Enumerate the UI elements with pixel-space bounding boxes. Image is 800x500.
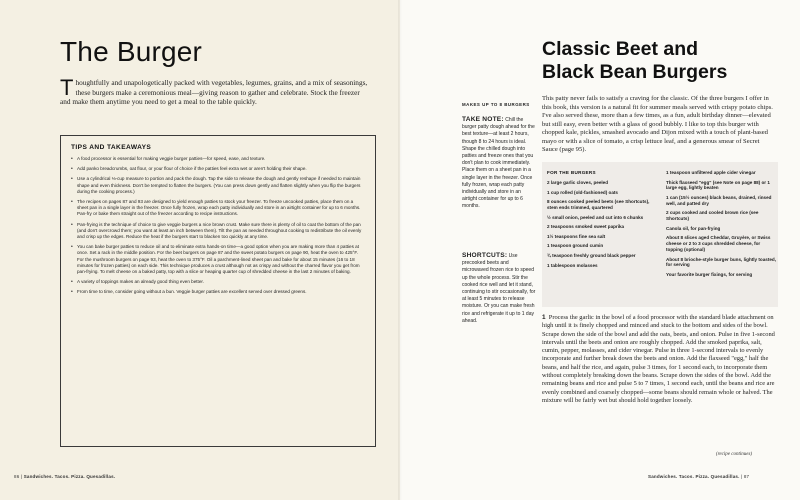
ingredients-box	[542, 162, 778, 307]
ingredient-item: About 8 slices aged Cheddar, Gruyère, or Swiss cheese or 2 to 3 cups shredded cheese, for topping (optional)	[666, 235, 771, 252]
step-number: 1	[542, 314, 546, 321]
tip-item: • A food processor is essential for making veggie burger patties—for speed, ease, and texture.	[71, 156, 365, 162]
ingredient-item: 1 teaspoon ground cumin	[547, 243, 604, 249]
tip-item: • Use a cylindrical ⅓-cup measure to portion and pack the dough. Tap the side to release the dough and gently reshape if needed to maintain shape and even thickness. Don't be tempted to flatten the burgers. (You can press down gently and flatten slightly when you flip the burgers during the cooking process.)	[71, 176, 365, 195]
ingredient-item: 2 large garlic cloves, peeled	[547, 180, 609, 185]
ingredient-item: About 8 brioche-style burger buns, lightly toasted, for serving	[666, 256, 777, 268]
tip-item: • The recipes on pages 87 and 93 are designed to yield enough patties to stock your freezer. To freeze uncooked patties, place them on a sheet pan in a single layer in the freezer. Once fully frozen, wrap each patty individually and store in an airtight container for up to 6 months. Pan-fry or bake them straight out of the freezer according to recipe instructions.	[71, 199, 365, 218]
chapter-intro	[60, 75, 372, 107]
book-gutter	[398, 0, 402, 500]
recipe-title-line1: Classic Beet and	[542, 38, 699, 60]
ingredient-item: 1½ teaspoons fine sea salt	[547, 233, 606, 239]
tip-item: • A variety of toppings makes an already good thing even better.	[71, 279, 365, 285]
ingredient-item: 1 can (15½ ounces) black beans, drained, rinsed well, and patted dry	[666, 194, 772, 206]
ingredient-item: Canola oil, for pan-frying	[666, 225, 721, 231]
ingredient-item: ¾ teaspoon freshly ground black pepper	[547, 252, 636, 258]
yield-label: MAKES UP TO 8 BURGERS	[462, 102, 530, 107]
shortcuts-note	[462, 252, 536, 325]
tip-item: • From time to time, consider going without a bun. Veggie burger patties are excellent served over dressed greens.	[71, 289, 365, 295]
recipe-title	[542, 38, 782, 84]
running-footer: Sandwiches. Tacos. Pizza. Quesadillas.	[648, 474, 740, 479]
take-note-text: Chill the burger patty dough ahead for the best texture—at least 2 hours, though 8 to 24 hours is ideal. Shape the chilled dough into patties and freeze ones that you don't plan to cook immediately. Place them on a sheet pan in a single layer in the freezer. Once fully frozen, wrap each patty individually and store in an airtight container for up to 6 months.	[462, 117, 535, 210]
shortcuts-text: Use precooked beets and microwaved frozen rice to speed up the whole process. Stir the cooked rice well and let it stand, continuing to stir occasionally, for at least 5 minutes to release moisture. Or you can make fresh rice and refrigerate it up to 1 day ahead.	[462, 253, 536, 324]
ingredient-item: ½ small onion, peeled and cut into 6 chunks	[547, 214, 644, 220]
tips-title: TIPS AND TAKEAWAYS	[71, 144, 152, 151]
intro-text: houghtfully and unapologetically packed with vegetables, legumes, grains, and a mix of seasonings, these burgers make a ceremonious meal—giving reason to gather and celebrate. Stock the freezer and make them anytime you need to get a meal to the table quickly.	[60, 78, 368, 107]
page-number: 86	[14, 474, 20, 479]
take-note	[462, 116, 536, 211]
ingredient-item: 8 ounces cooked peeled beets (see Shortcuts), stem ends trimmed, quartered	[547, 199, 650, 210]
recipe-intro: This patty never fails to satisfy a craving for the classic. Of the three burgers I offer in this book, this version is a natural fit for summer meals served with crispy potato chips. I've also served these, more than a few times, as a fun, adult birthday dinner—elevated but still easy, even better with a glass of good bubbly. I like to top this burger with chopped kale, pickles, smashed avocado and Dijon mixed with a touch of plant-based mayo or with a slice of tomato, a crisp lettuce leaf, and a generous smear of Secret Sauce (page 95).	[542, 95, 773, 153]
left-footer: 86 | Sandwiches. Tacos. Pizza. Quesadillas.	[14, 474, 116, 479]
take-note-label: TAKE NOTE:	[462, 116, 504, 123]
ingredient-item: Thick flaxseed "egg" (see Note on page 88) or 1 large egg, lightly beaten	[666, 179, 770, 191]
tip-item: • Pan-frying is the technique of choice to give veggie burgers a nice brown crust. Make sure there is plenty of oil to coat the bottom of the pan (and don't overcrowd them; you want at least an inch between them). Tilt the pan as needed throughout cooking to redistribute the oil evenly and crisp up the edges. Reduce the heat if the burgers start to blacken too quickly at any time.	[71, 222, 365, 241]
tips-list	[71, 156, 365, 296]
ingredient-item: 1 cup rolled (old-fashioned) oats	[547, 189, 618, 195]
method-step	[542, 314, 776, 405]
ingredient-item: 2 cups cooked and cooled brown rice (see Shortcuts)	[666, 210, 759, 222]
step-text: Process the garlic in the bowl of a food processor with the standard blade attachment on high until it is finely chopped and minced and stuck to the bottom and sides of the bowl. Scrape down the side of the bowl and add the oats, beets, and onion. Pulse in five 1-second intervals until the beets and onion are roughly chopped. Add the smoked paprika, salt, cumin, pepper, molasses, and cider vinegar. Pulse in three 1-second intervals to evenly incorporate and further break down the beets and onion. Add the flaxseed "egg," half the beans, and half the rice, and again, pulse 3 times, for 1 second each, to incorporate them without completely breaking down the beans. Scrape down the sides of the bowl. Add the remaining beans and rice and pulse 5 to 7 times, 1 second each, until the beans and rice are evenly combined and coarsely chopped—some beans should remain whole or halved. The mixture will be fairly wet but should hold together loosely.	[542, 314, 775, 404]
ingredients-column-1	[547, 170, 657, 272]
ingredient-item: 1 teaspoon unfiltered apple cider vinegar	[666, 170, 756, 175]
right-footer: Sandwiches. Tacos. Pizza. Quesadillas. | 87	[648, 474, 750, 479]
shortcuts-label: SHORTCUTS:	[462, 252, 508, 259]
tip-item: • Add panko breadcrumbs, oat flour, or your flour of choice if the patties feel extra wet or aren't holding their shape.	[71, 166, 365, 172]
tip-item: • You can bake burger patties to reduce oil and to eliminate extra hands-on time—a good option when you are making more than 4 patties at once. Set a rack in the middle position. For the beet burgers on page 87 and the sweet potato burgers on page 90, heat the oven to 425°F. For the mushroom burgers on page 93, heat the oven to 375°F. Oil a parchment-lined sheet pan and bake for about 15 minutes (16 to 18 minutes for frozen patties) on each side. This technique produces a crust although not as crispy and without the charred flavor you get from pan-frying. To melt cheese on a baked patty, top with a slice or heaping quarter cup of shredded cheese in the last 2 minutes of baking.	[71, 244, 365, 275]
ingredient-item: 1 tablespoon molasses	[547, 262, 598, 268]
ingredient-item: Your favorite burger fixings, for serving	[666, 271, 753, 277]
ingredients-column-2	[666, 170, 776, 282]
ingredient-item: 2 teaspoons smoked sweet paprika	[547, 224, 625, 230]
running-footer: Sandwiches. Tacos. Pizza. Quesadillas.	[23, 474, 116, 479]
recipe-title-line2: Black Bean Burgers	[542, 61, 728, 83]
recipe-continues: (recipe continues)	[716, 452, 753, 457]
chapter-title: The Burger	[60, 36, 203, 67]
tips-box	[60, 135, 376, 447]
page-number: 87	[743, 474, 750, 479]
drop-cap: T	[60, 75, 74, 100]
ingredients-header: FOR THE BURGERS	[547, 170, 596, 175]
